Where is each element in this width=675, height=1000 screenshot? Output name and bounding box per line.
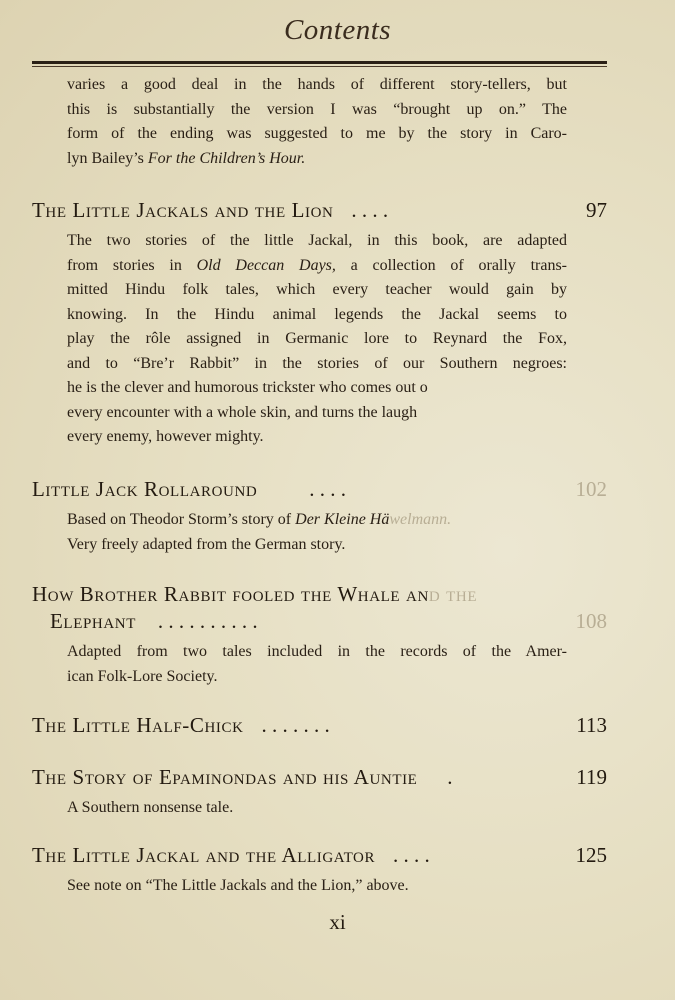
note-line: knowing. In the Hindu animal legends the Jackal seems to: [67, 305, 567, 323]
note-line: varies a good deal in the hands of different story-tellers, but: [67, 76, 567, 93]
note-line: mitted Hindu folk tales, which every teacher would gain by: [67, 281, 567, 298]
toc-page-number: 119: [576, 765, 607, 789]
entry-note: [67, 874, 567, 899]
book-title: Der Kleine Hä: [295, 511, 390, 528]
leader-dots: . . . .: [309, 477, 346, 501]
note-line: See note on “The Little Jackals and the Lion,” above.: [67, 877, 409, 894]
note-line: and to “Bre’r Rabbit” in the stories of our Southern negroes:: [67, 354, 567, 372]
page-folio: xi: [329, 910, 346, 934]
note-line: every encounter with a whole skin, and turns the laugh: [67, 403, 418, 421]
entry-note: [67, 229, 567, 450]
note-line: The two stories of the little Jackal, in this book, are adapted: [67, 232, 567, 249]
note-line: Adapted from two tales included in the records of the Amer-: [67, 643, 567, 660]
note-line: [67, 147, 567, 172]
note-line: this is substantially the version I was “brought up on.” The: [67, 100, 567, 118]
note-line: A Southern nonsense tale.: [67, 799, 234, 816]
note-line: every enemy, however mighty.: [67, 428, 264, 445]
entry-title-text: The Little Half-Chick: [32, 713, 244, 737]
leader-dots: . . . . . . . . . .: [157, 609, 258, 633]
entry-title-text: How Brother Rabbit fooled the Whale an: [32, 582, 429, 606]
leader-dots: .: [447, 765, 453, 789]
entry-title-text: The Little Jackals and the Lion: [32, 198, 334, 222]
note-text: a collection of orally trans-: [335, 256, 567, 274]
entry-title-text: Elephant: [50, 609, 136, 633]
entry-title-text: The Story of Epaminondas and his Auntie: [32, 765, 418, 789]
running-header: Contents: [283, 14, 392, 46]
intro-note: [67, 73, 567, 171]
toc-entry-title-continued: [50, 609, 625, 634]
note-line: Very freely adapted from the German story.: [67, 535, 346, 553]
leader-dots: . . . .: [351, 198, 389, 222]
book-title: For the Children’s Hour.: [147, 149, 306, 167]
note-line: form of the ending was suggested to me by the story in Caro-: [67, 125, 567, 142]
toc-entry-title: [32, 713, 607, 738]
entry-title-text: The Little Jackal and the Alligator: [32, 843, 376, 867]
toc-entry-title: [32, 843, 607, 868]
book-title: Old Deccan Days,: [196, 256, 336, 274]
toc-page-number: 125: [575, 843, 607, 867]
faded-text: welmann.: [389, 511, 452, 528]
toc-entry-title: [32, 582, 607, 607]
leader-dots: . . . . . . .: [261, 713, 330, 737]
toc-page-number: 113: [576, 713, 607, 737]
note-line: [67, 254, 567, 279]
toc-entry-title: [32, 765, 607, 790]
leader-dots: . . . .: [392, 843, 430, 867]
toc-page-number: 108: [575, 609, 607, 633]
entry-title-text: Little Jack Rollaround: [32, 477, 258, 501]
entry-note: [67, 508, 567, 557]
entry-note: [67, 796, 567, 821]
note-text: from stories in: [67, 256, 197, 274]
header-rule-thin: [32, 66, 607, 67]
toc-page-number: 102: [575, 477, 607, 501]
note-line: he is the clever and humorous trickster who comes out o: [67, 379, 428, 396]
note-text: Based on Theodor Storm’s story of: [67, 511, 296, 528]
header-rule: [32, 61, 607, 64]
note-line: play the rôle assigned in Germanic lore to Reynard the Fox,: [67, 330, 567, 347]
toc-entry-title: [32, 477, 607, 502]
faded-text: d the: [428, 582, 478, 606]
note-text: lyn Bailey’s: [67, 149, 148, 167]
toc-entry-title: [32, 198, 607, 223]
toc-page-number: 97: [586, 198, 607, 222]
note-line: ican Folk-Lore Society.: [67, 667, 218, 685]
note-line: [67, 508, 567, 533]
entry-note: [67, 640, 567, 689]
